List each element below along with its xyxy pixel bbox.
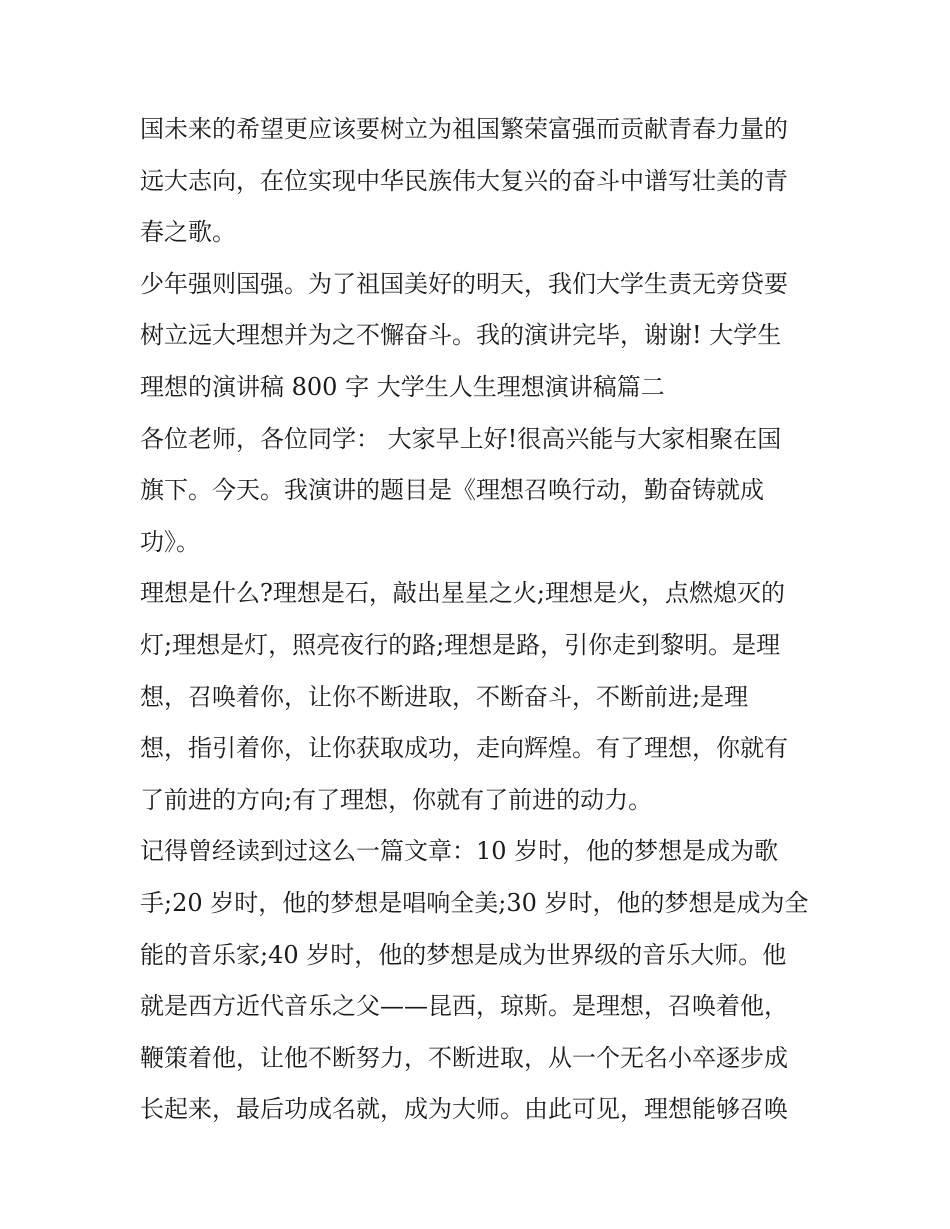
text-line: 就是西方近代音乐之父——昆西，琼斯。是理想，召唤着他， xyxy=(140,992,788,1021)
text-line: 国未来的希望更应该要树立为祖国繁荣富强而贡献青春力量的 xyxy=(140,115,788,143)
text-line: 理想是什么?理想是石，敲出星星之火;理想是火，点燃熄灭的 xyxy=(140,579,785,608)
text-line: 树立远大理想并为之不懈奋斗。我的演讲完毕，谢谢! 大学生 xyxy=(140,321,782,350)
text-line: 远大志向，在位实现中华民族伟大复兴的奋斗中谱写壮美的青 xyxy=(140,166,788,195)
text-line: 想，召唤着你，让你不断进取，不断奋斗，不断前进;是理 xyxy=(140,682,749,711)
text-line: 旗下。今天。我演讲的题目是《理想召唤行动，勤奋铸就成 xyxy=(140,476,764,505)
text-line: 长起来，最后功成名就，成为大师。由此可见，理想能够召唤 xyxy=(140,1095,788,1124)
text-line: 手;20 岁时，他的梦想是唱响全美;30 岁时，他的梦想是成为全 xyxy=(140,888,809,917)
text-line: 理想的演讲稿 800 字 大学生人生理想演讲稿篇二 xyxy=(140,372,665,401)
text-line: 功》。 xyxy=(140,527,200,556)
speech-text xyxy=(140,104,820,1136)
text-line: 各位老师，各位同学： 大家早上好!很高兴能与大家相聚在国 xyxy=(140,424,782,453)
text-line: 灯;理想是灯，照亮夜行的路;理想是路，引你走到黎明。是理 xyxy=(140,630,781,659)
text-line: 少年强则国强。为了祖国美好的明天，我们大学生责无旁贷要 xyxy=(140,269,788,298)
text-line: 记得曾经读到过这么一篇文章：10 岁时，他的梦想是成为歌 xyxy=(140,837,779,866)
text-line: 想，指引着你，让你获取成功，走向辉煌。有了理想，你就有 xyxy=(140,734,788,763)
text-line: 鞭策着他，让他不断努力，不断进取，从一个无名小卒逐步成 xyxy=(140,1043,788,1072)
text-line: 能的音乐家;40 岁时，他的梦想是成为世界级的音乐大师。他 xyxy=(140,940,787,969)
text-line: 春之歌。 xyxy=(140,218,236,247)
text-line: 了前进的方向;有了理想，你就有了前进的动力。 xyxy=(140,785,653,814)
